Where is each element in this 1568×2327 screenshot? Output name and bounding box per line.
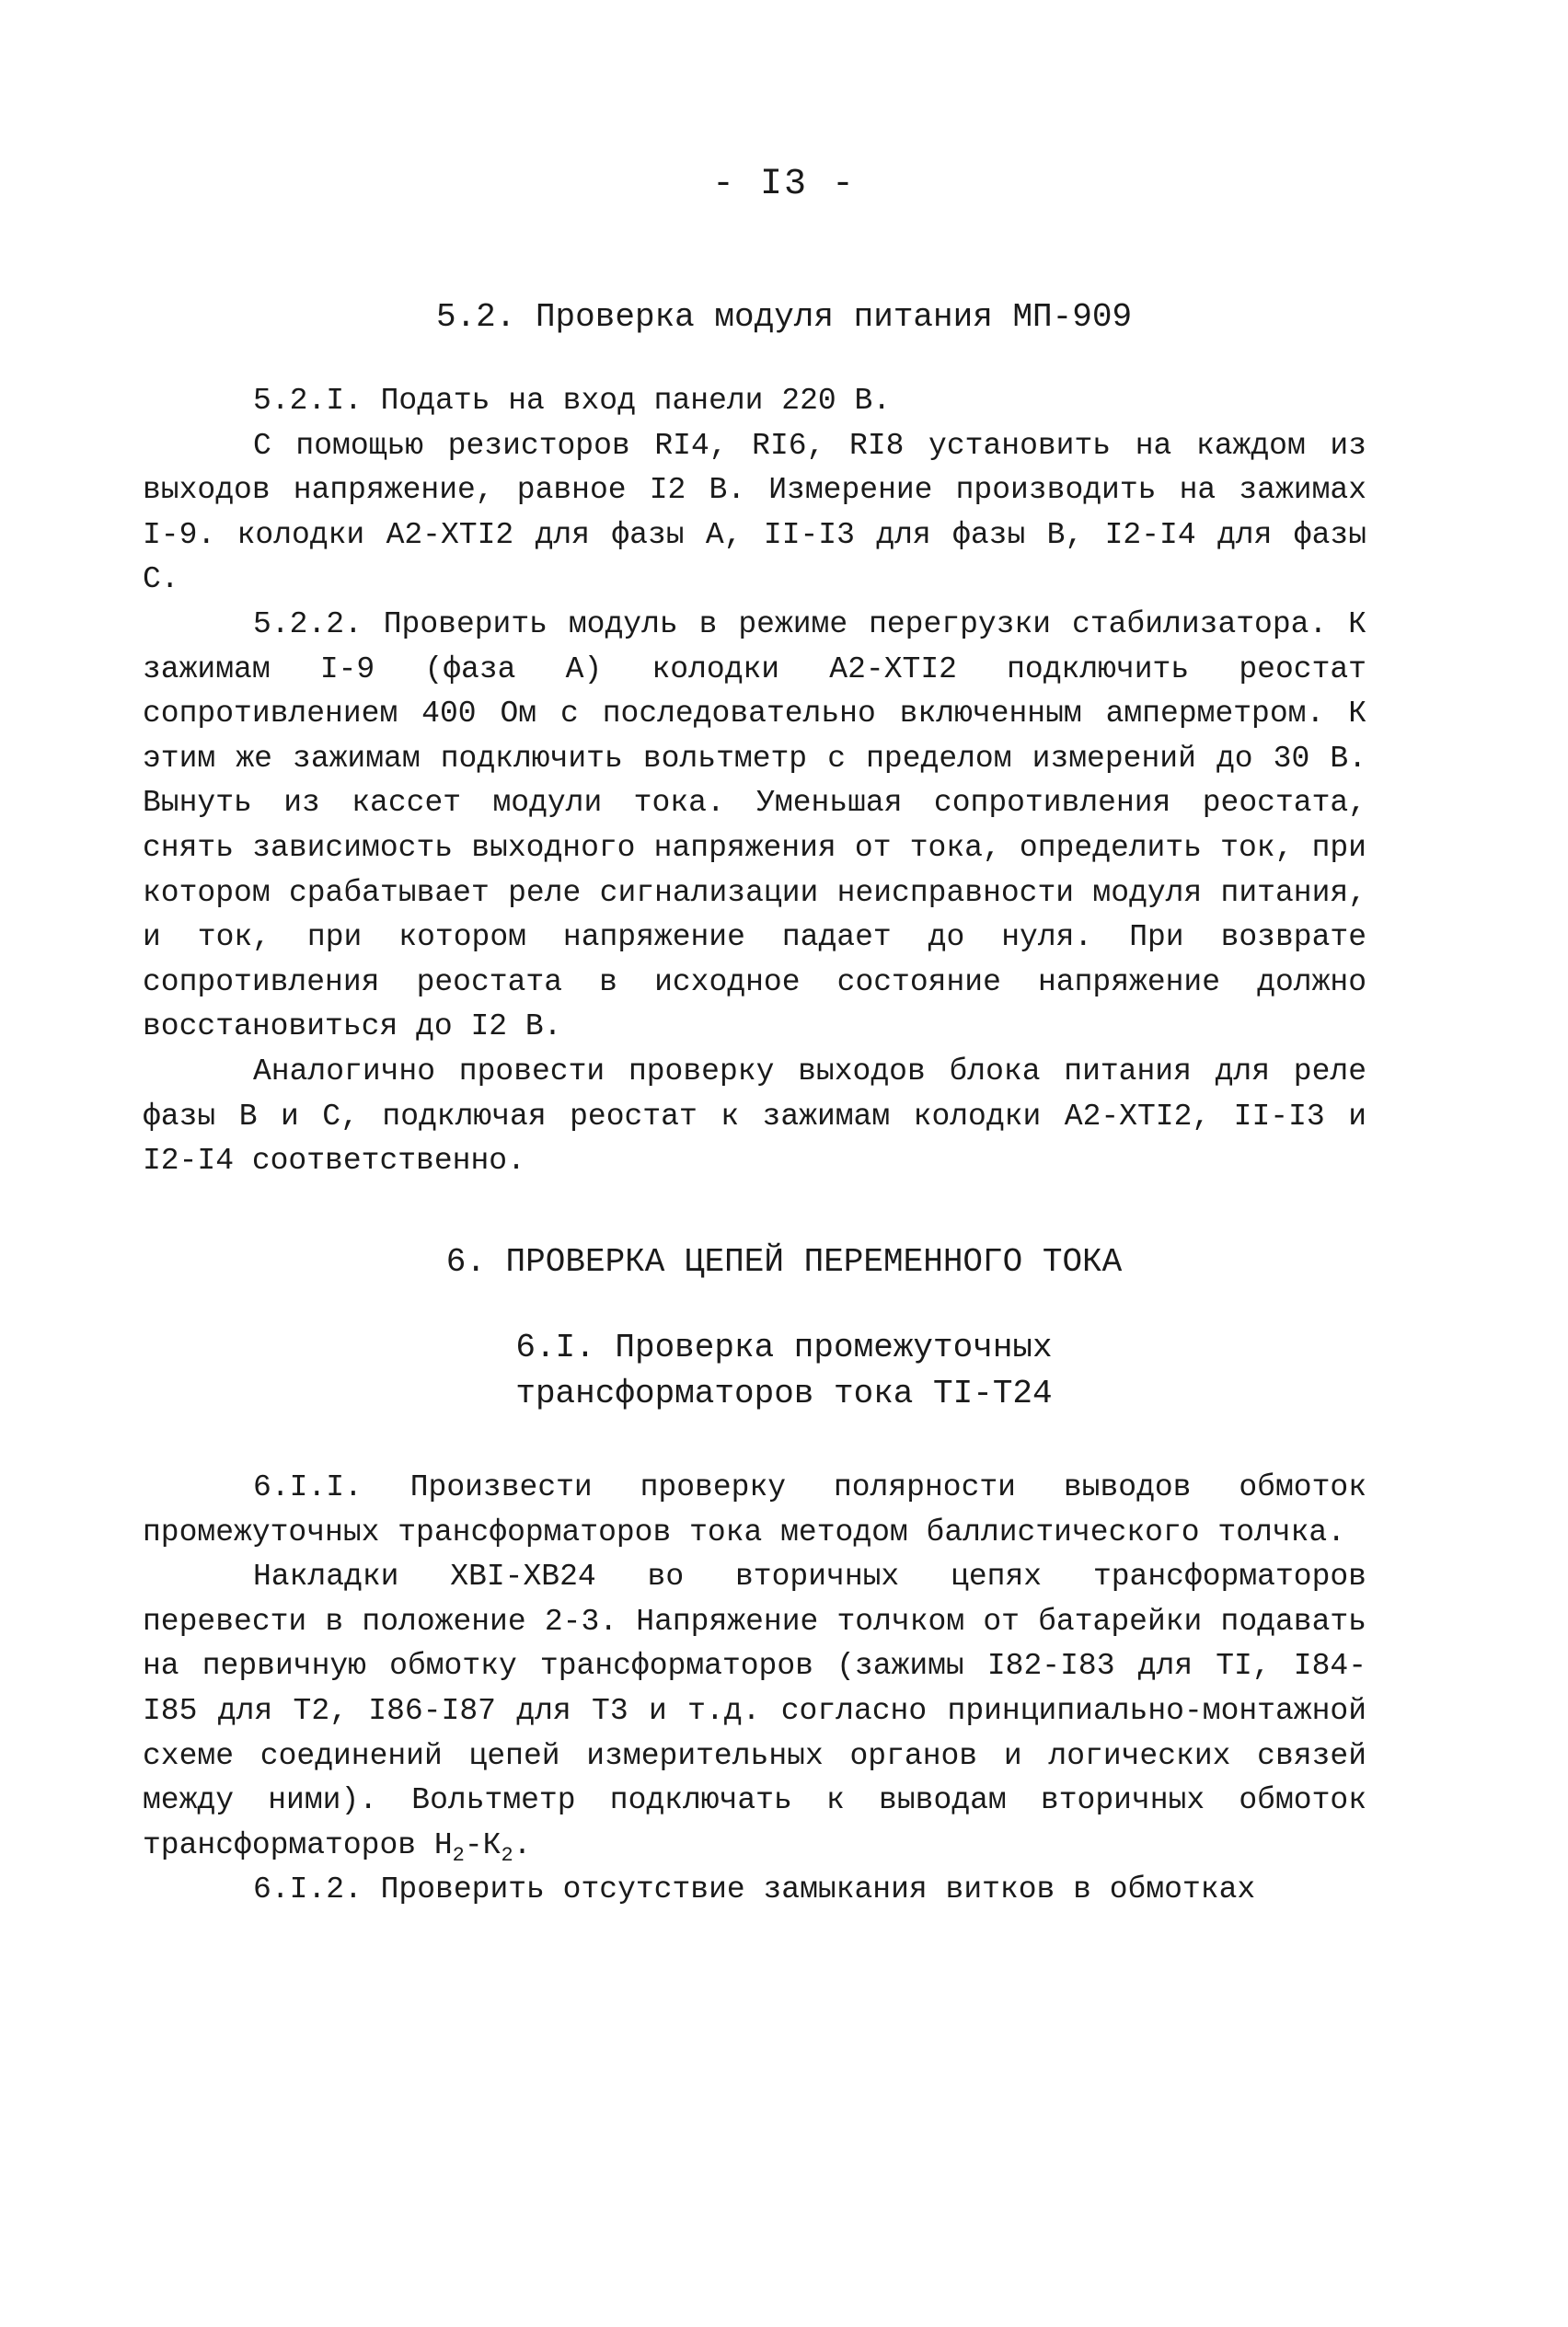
- subsection-title-line-1: 6.I. Проверка промежуточных: [515, 1329, 1053, 1366]
- section-title: 6. ПРОВЕРКА ЦЕПЕЙ ПЕРЕМЕННОГО ТОКА: [445, 1243, 1123, 1281]
- subsection-title-line-2: трансформаторов тока TI-T24: [515, 1375, 1053, 1412]
- section-heading-5-2: [0, 294, 1568, 340]
- dash-k: -К: [464, 1827, 502, 1862]
- subscript-2: 2: [452, 1843, 465, 1867]
- section-6-1-body: [143, 1466, 1366, 1913]
- paragraph-5-2-1-text: С помощью резисторов RI4, RI6, RI8 установить на каждом из выходов напряжение, равное I2 В. Измерение производить на зажимах I-9. колодки А2-ХТI2 для фазы А, II-I3 для фазы В, I2-I4 для фазы С.: [143, 428, 1366, 597]
- paragraph-6-1-1: 6.I.I. Произвести проверку полярности выводов обмоток промежуточных трансформаторов тока методом баллистического толчка.: [143, 1470, 1366, 1549]
- section-5-2-body: [143, 379, 1366, 1184]
- paragraph-6-1-1-text: [143, 1555, 1366, 1868]
- section-heading-6: [0, 1239, 1568, 1285]
- paragraph-6-1-2: 6.I.2. Проверить отсутствие замыкания витков в обмотках: [253, 1872, 1256, 1907]
- page-number: - I3 -: [711, 164, 857, 205]
- period: .: [513, 1827, 532, 1862]
- section-title: 5.2. Проверка модуля питания МП-909: [435, 298, 1133, 336]
- paragraph-5-2-3: Аналогично провести проверку выходов блока питания для реле фазы В и С, подключая реостат к зажимам колодки А2-ХТI2, II-I3 и I2-I4 соответственно.: [143, 1054, 1366, 1179]
- subscript-2: 2: [501, 1843, 513, 1867]
- paragraph-5-2-2: 5.2.2. Проверить модуль в режиме перегрузки стабилизатора. К зажимам I-9 (фаза А) колодки А2-ХТI2 подключить реостат сопротивлением 400 Ом с последовательно включенным амперметром. К этим же зажимам подключить вольтметр с пределом измерений до 30 В. Вынуть из кассет модули тока. Уменьшая сопротивления реостата, снять зависимость выходного напряжения от тока, определить ток, при котором срабатывает реле сигнализации неисправности модуля питания, и ток, при котором напряжение падает до нуля. При возврате сопротивления реостата в исходное состояние напряжение должно восстановиться до I2 В.: [143, 606, 1366, 1044]
- subsection-heading-6-1: [0, 1325, 1568, 1417]
- paragraph-6-1-1-text-main: Накладки ХВI-ХВ24 во вторичных цепях трансформаторов перевести в положение 2-3. Напряжение толчком от батарейки подавать на первичную обмотку трансформаторов (зажимы I82-I83 для TI, I84-I85 для T2, I86-I87 для T3 и т.д. согласно принципиально-монтажной схеме соединений цепей измерительных органов и логических связей между ними). Вольтметр подключать к выводам вторичных обмоток трансформаторов Н: [143, 1560, 1366, 1862]
- paragraph-5-2-1: 5.2.I. Подать на вход панели 220 В.: [253, 384, 892, 418]
